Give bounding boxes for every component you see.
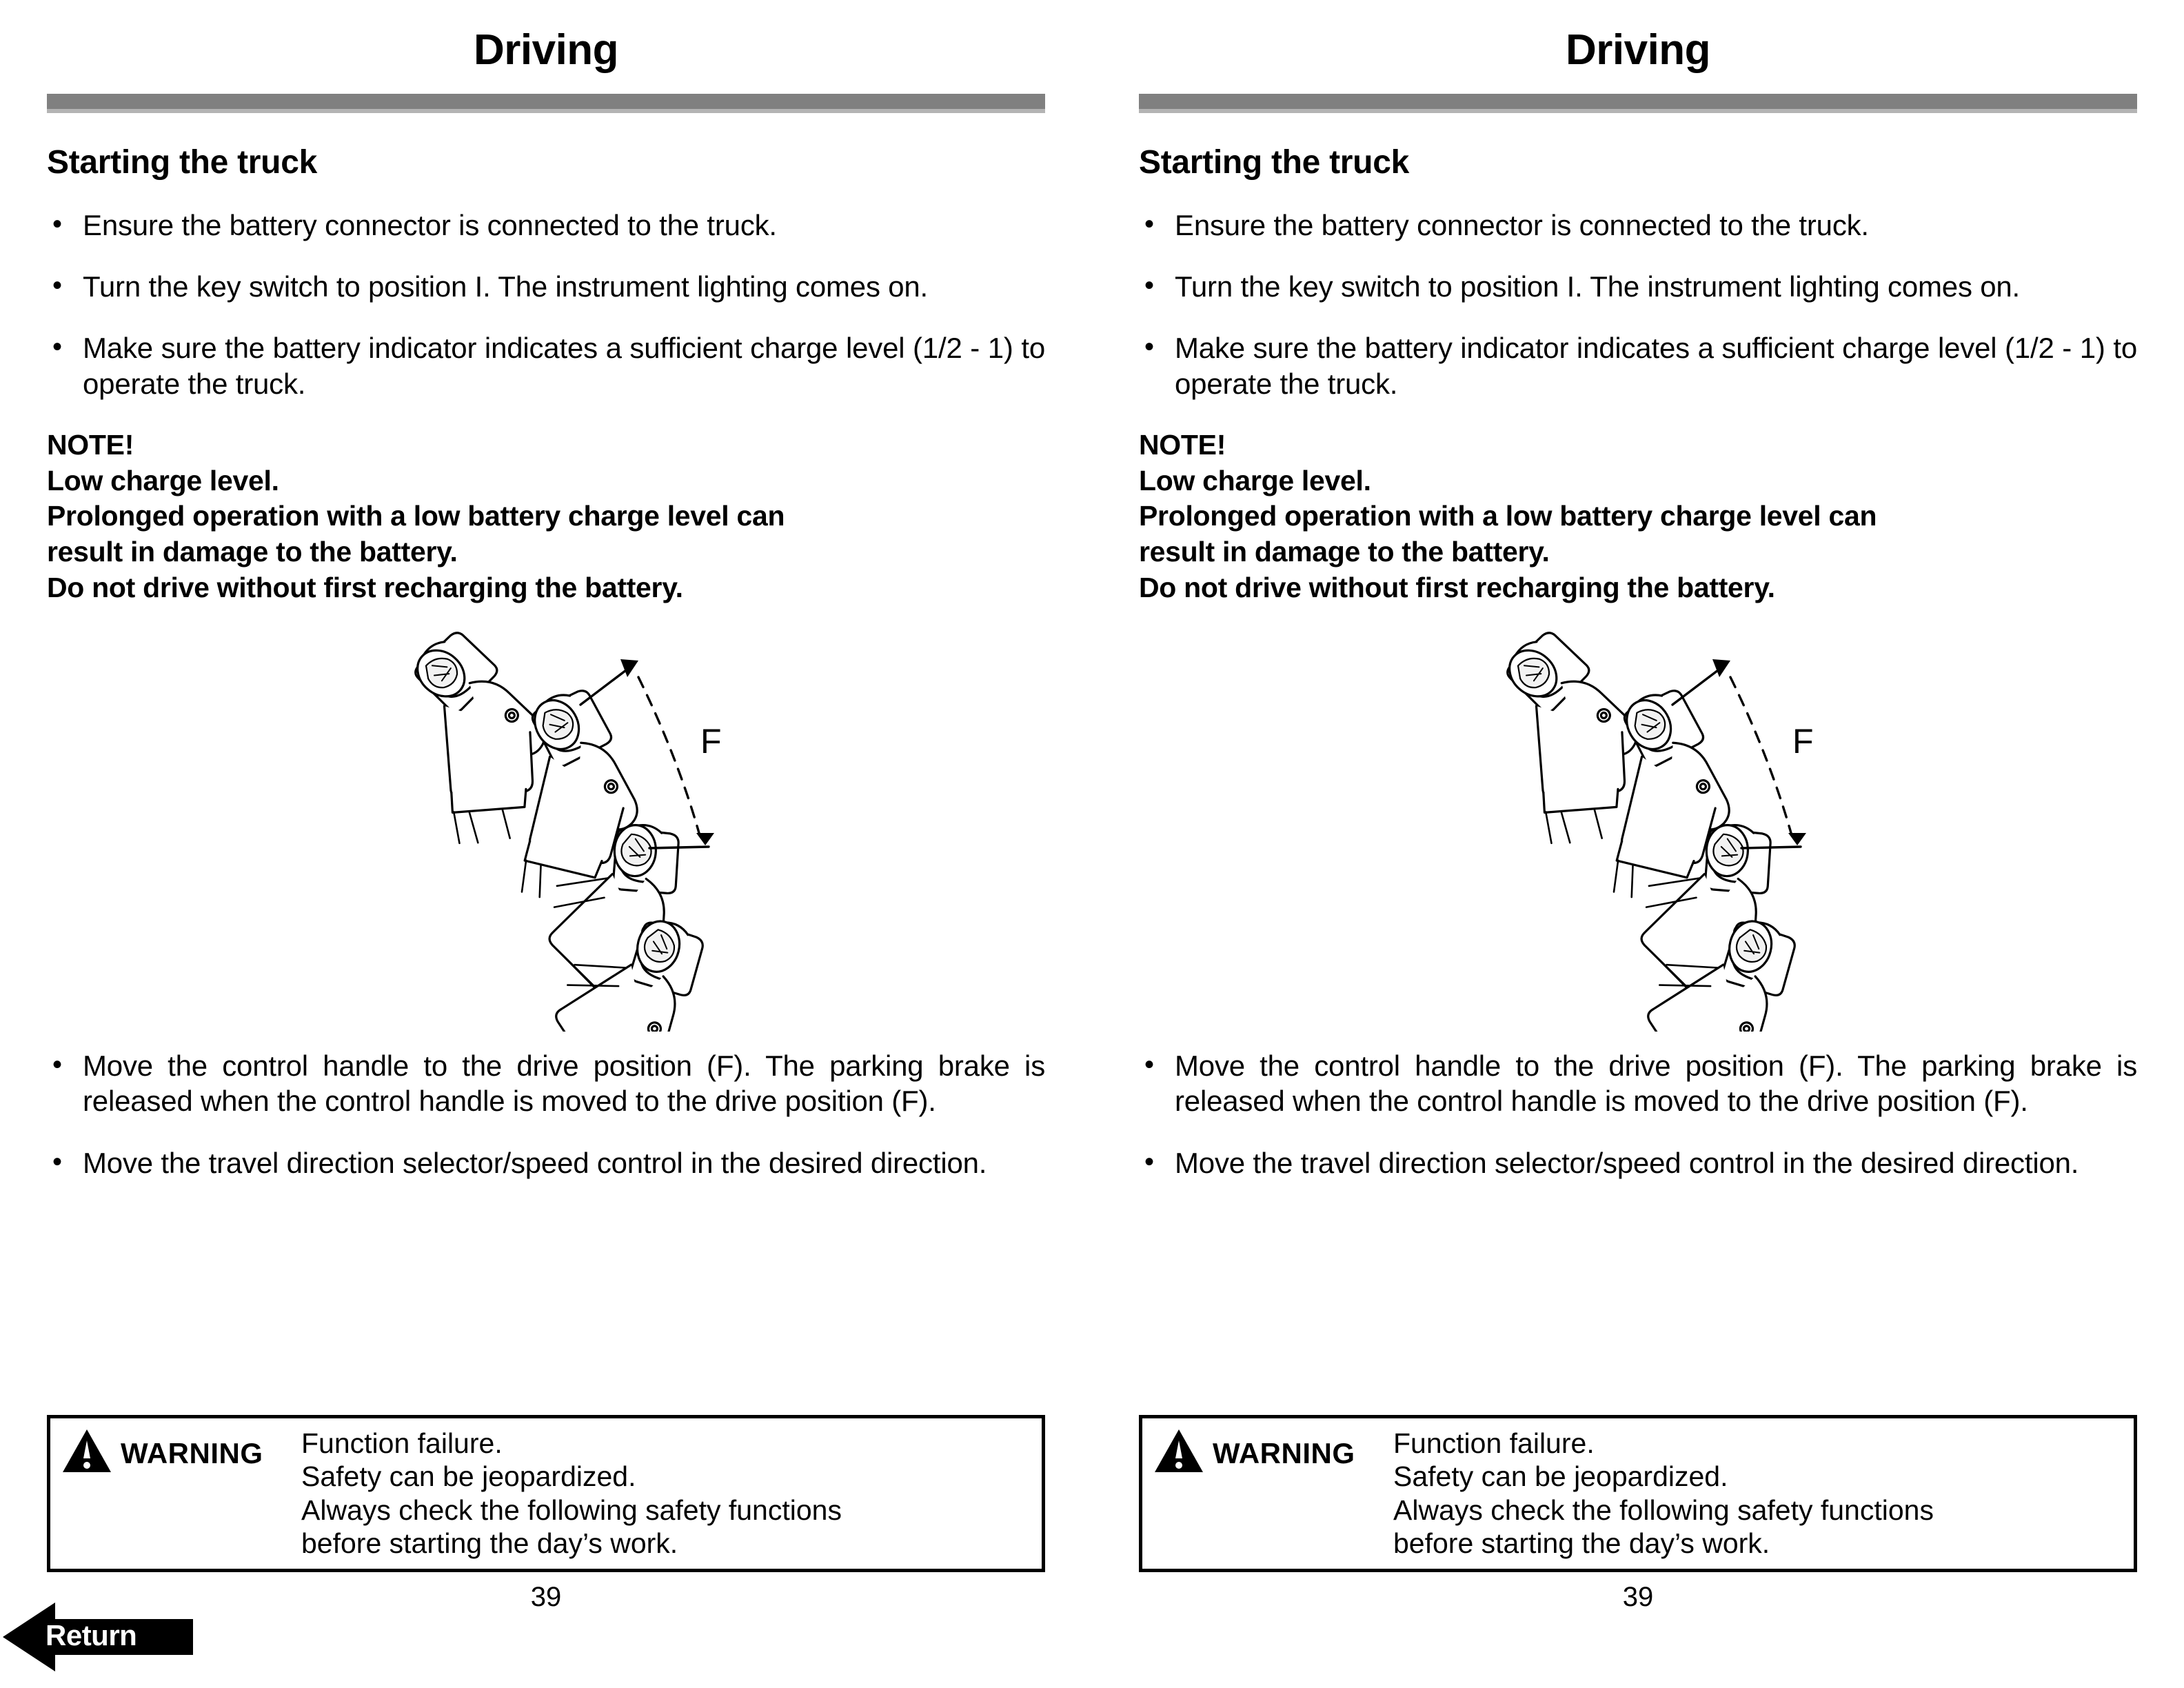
note-title: NOTE! [47, 428, 134, 461]
bullet-dot-icon: • [52, 209, 63, 239]
note-block [47, 428, 1045, 605]
note-line-1: Low charge level. [47, 464, 279, 496]
warning-line-2: Safety can be jeopardized. [1393, 1460, 1728, 1493]
note-title: NOTE! [1139, 428, 1226, 461]
bullet-dot-icon: • [1144, 1146, 1155, 1177]
note-line-4: Do not drive without first recharging the battery. [1139, 571, 1775, 603]
warning-line-4: before starting the day’s work. [301, 1527, 678, 1560]
control-handle-illustration [1445, 618, 1831, 1032]
page-title: Driving [1565, 26, 1711, 74]
list-item-label: Move the control handle to the drive position (F). The parking brake is released when the control handle is moved to the drive position (F). [1175, 1049, 2137, 1118]
list-item-label: Move the control handle to the drive position (F). The parking brake is released when the control handle is moved to the drive position (F). [83, 1049, 1045, 1118]
note-line-2: Prolonged operation with a low battery charge level can [47, 500, 785, 532]
list-item [47, 1145, 1045, 1180]
note-line-3: result in damage to the battery. [1139, 535, 1550, 567]
warning-line-1: Function failure. [1393, 1427, 1595, 1459]
list-item [47, 208, 1045, 243]
warning-box [47, 1415, 1045, 1572]
note-block [1139, 428, 2137, 605]
list-item [1139, 208, 2137, 243]
list-item [1139, 269, 2137, 304]
list-item-label: Turn the key switch to position I. The instrument lighting comes on. [83, 270, 928, 303]
warning-label: WARNING [121, 1436, 263, 1469]
note-line-2: Prolonged operation with a low battery charge level can [1139, 500, 1877, 532]
warning-triangle-icon [61, 1428, 112, 1478]
bullet-dot-icon: • [52, 1146, 63, 1177]
bullet-dot-icon: • [1144, 1049, 1155, 1081]
page-right [1092, 0, 2184, 1688]
list-item [47, 1048, 1045, 1118]
warning-text [1393, 1418, 2134, 1560]
warning-triangle-icon [1153, 1428, 1204, 1478]
page-number: 39 [530, 1582, 562, 1612]
warning-line-3: Always check the following safety functions [1393, 1494, 1934, 1526]
return-button[interactable] [3, 1598, 197, 1676]
bullet-list-bottom [1139, 1048, 2137, 1180]
list-item [47, 330, 1045, 401]
warning-line-2: Safety can be jeopardized. [301, 1460, 636, 1493]
list-item-label: Ensure the battery connector is connected to the truck. [1175, 209, 1869, 241]
bullet-dot-icon: • [52, 1049, 63, 1081]
page-title: Driving [473, 26, 619, 74]
note-line-3: result in damage to the battery. [47, 535, 458, 567]
bullet-dot-icon: • [52, 332, 63, 363]
figure-label-f: F [700, 722, 722, 761]
note-line-4: Do not drive without first recharging the battery. [47, 571, 683, 603]
list-item [1139, 1145, 2137, 1180]
list-item-label: Move the travel direction selector/speed control in the desired direction. [83, 1146, 987, 1179]
control-handle-illustration [353, 618, 739, 1032]
bullet-list-top [47, 208, 1045, 401]
list-item-label: Make sure the battery indicator indicates a sufficient charge level (1/2 - 1) to operate the truck. [1175, 332, 2137, 400]
list-item-label: Ensure the battery connector is connected to the truck. [83, 209, 777, 241]
bullet-dot-icon: • [1144, 209, 1155, 239]
warning-line-4: before starting the day’s work. [1393, 1527, 1770, 1560]
list-item [1139, 1048, 2137, 1118]
list-item-label: Make sure the battery indicator indicates a sufficient charge level (1/2 - 1) to operate the truck. [83, 332, 1045, 400]
section-heading: Starting the truck [47, 144, 317, 181]
list-item-label: Turn the key switch to position I. The instrument lighting comes on. [1175, 270, 2020, 303]
bullet-dot-icon: • [1144, 332, 1155, 363]
bullet-dot-icon: • [52, 270, 63, 301]
warning-box [1139, 1415, 2137, 1572]
header-rule [47, 94, 1045, 113]
note-line-1: Low charge level. [1139, 464, 1371, 496]
warning-label-group [1142, 1418, 1393, 1478]
list-item [47, 269, 1045, 304]
warning-line-1: Function failure. [301, 1427, 503, 1459]
page-number: 39 [1622, 1582, 1654, 1612]
return-button-label: Return [46, 1619, 137, 1651]
list-item-label: Move the travel direction selector/speed control in the desired direction. [1175, 1146, 2079, 1179]
section-heading: Starting the truck [1139, 144, 1409, 181]
bullet-list-bottom [47, 1048, 1045, 1180]
warning-line-3: Always check the following safety functions [301, 1494, 842, 1526]
control-handle-figure [47, 618, 1045, 1032]
warning-label-group [50, 1418, 301, 1478]
bullet-list-top [1139, 208, 2137, 401]
header-rule [1139, 94, 2137, 113]
warning-label: WARNING [1213, 1436, 1355, 1469]
bullet-dot-icon: • [1144, 270, 1155, 301]
figure-label-f: F [1792, 722, 1814, 761]
list-item [1139, 330, 2137, 401]
control-handle-figure [1139, 618, 2137, 1032]
warning-text [301, 1418, 1042, 1560]
